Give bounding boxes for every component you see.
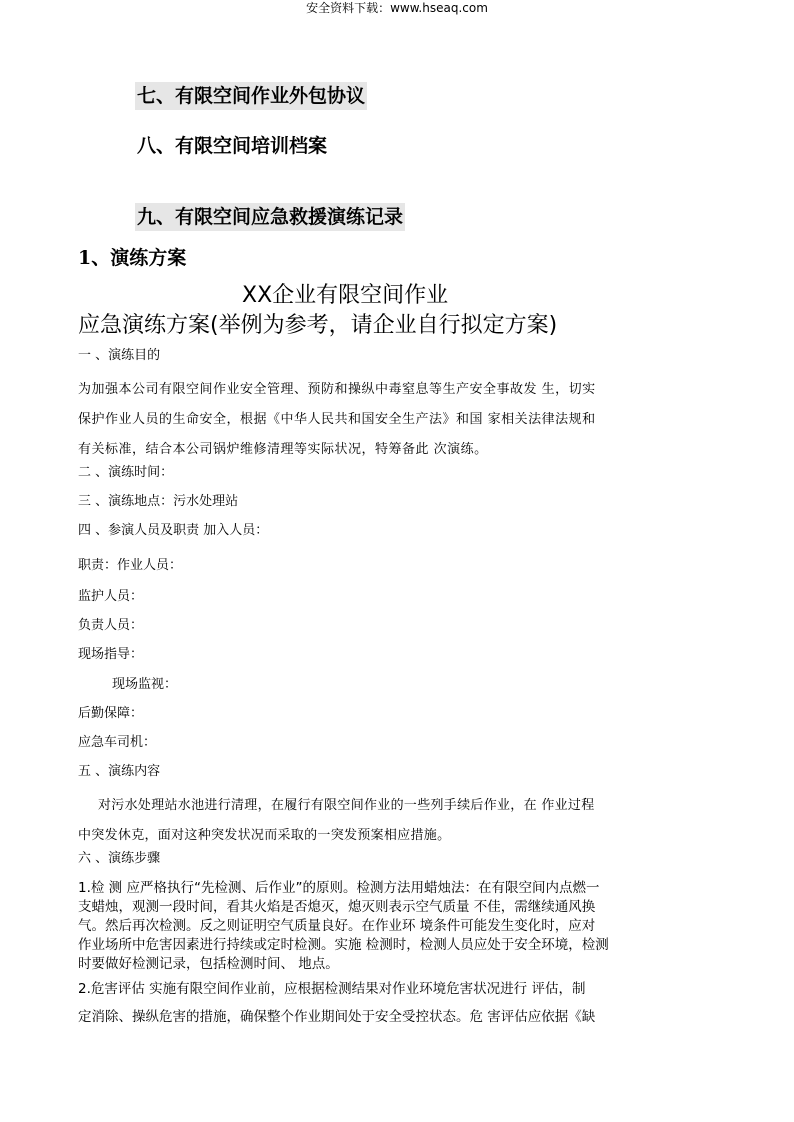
content-heading: 五 、演练内容 <box>78 764 161 779</box>
plan-title-line1: XX企业有限空间作业 <box>242 283 449 308</box>
role-driver: 应急车司机： <box>78 735 157 750</box>
step2-line: 2.危害评估 实施有限空间作业前，应根据检测结果对作业环境危害状况进行 评估，制 <box>78 981 586 997</box>
purpose-paragraph <box>78 375 718 465</box>
role-guardians: 监护人员： <box>78 589 144 604</box>
step2-paragraph <box>78 975 718 1031</box>
step2-line: 定消除、操纵危害的措施，确保整个作业期间处于安全受控状态。危 害评估应依据《缺 <box>78 1009 596 1025</box>
subheading: 1、演练方案 <box>78 247 187 269</box>
section-heading-9: 九、有限空间应急救援演练记录 <box>135 203 405 231</box>
plan-title-line2: 应急演练方案(举例为参考，请企业自行拟定方案) <box>78 313 558 338</box>
role-responsible: 负责人员： <box>78 618 144 633</box>
purpose-line: 有关标准，结合本公司锅炉维修清理等实际状况，特筹备此 次演练。 <box>78 442 488 457</box>
section-heading-7: 七、有限空间作业外包协议 <box>135 82 367 110</box>
purpose-line: 保护作业人员的生命安全，根据《中华人民共和国安全生产法》和国 家相关法律法规和 <box>78 412 596 427</box>
purpose-heading: 一 、演练目的 <box>78 348 161 363</box>
step1-line: 1.检 测 应严格执行“先检测、后作业”的原则。检测方法用蜡烛法：在有限空间内点燃一 <box>78 880 600 896</box>
role-logistics: 后勤保障： <box>78 706 144 721</box>
step1-line: 时要做好检测记录，包括检测时间、 地点。 <box>78 956 339 972</box>
content-line: 中突发休克，面对这种突发状况而采取的一突发预案相应措施。 <box>78 828 451 843</box>
page-header: 安全资料下载：www.hseaq.com <box>306 1 488 15</box>
content-paragraph <box>78 791 718 851</box>
drill-location: 三 、演练地点：污水处理站 <box>78 494 239 509</box>
step1-paragraph <box>78 879 718 974</box>
role-monitor: 现场监视： <box>112 677 178 692</box>
content-line: 对污水处理站水池进行清理，在履行有限空间作业的一些列手续后作业，在 作业过程 <box>98 798 595 813</box>
purpose-line: 为加强本公司有限空间作业安全管理、预防和操纵中毒窒息等生产安全事故发 生，切实 <box>78 382 596 397</box>
role-director: 现场指导： <box>78 647 144 662</box>
participants-heading: 四 、参演人员及职责 加入人员： <box>78 523 269 538</box>
steps-heading: 六 、演练步骤 <box>78 851 161 866</box>
section-heading-8: 八、有限空间培训档案 <box>137 135 328 157</box>
step1-line: 支蜡烛，观测一段时间，看其火焰是否熄灭，熄灭则表示空气质量 不佳，需继续通风换 <box>78 899 596 915</box>
step1-line: 作业场所中危害因素进行持续或定时检测。实施 检测时，检测人员应处于安全环境，检测 <box>78 937 609 953</box>
step1-line: 气。然后再次检测。反之则证明空气质量良好。在作业环 境条件可能发生变化时，应对 <box>78 918 596 934</box>
drill-time: 二 、演练时间： <box>78 465 174 480</box>
role-workers: 职责：作业人员： <box>78 558 183 573</box>
